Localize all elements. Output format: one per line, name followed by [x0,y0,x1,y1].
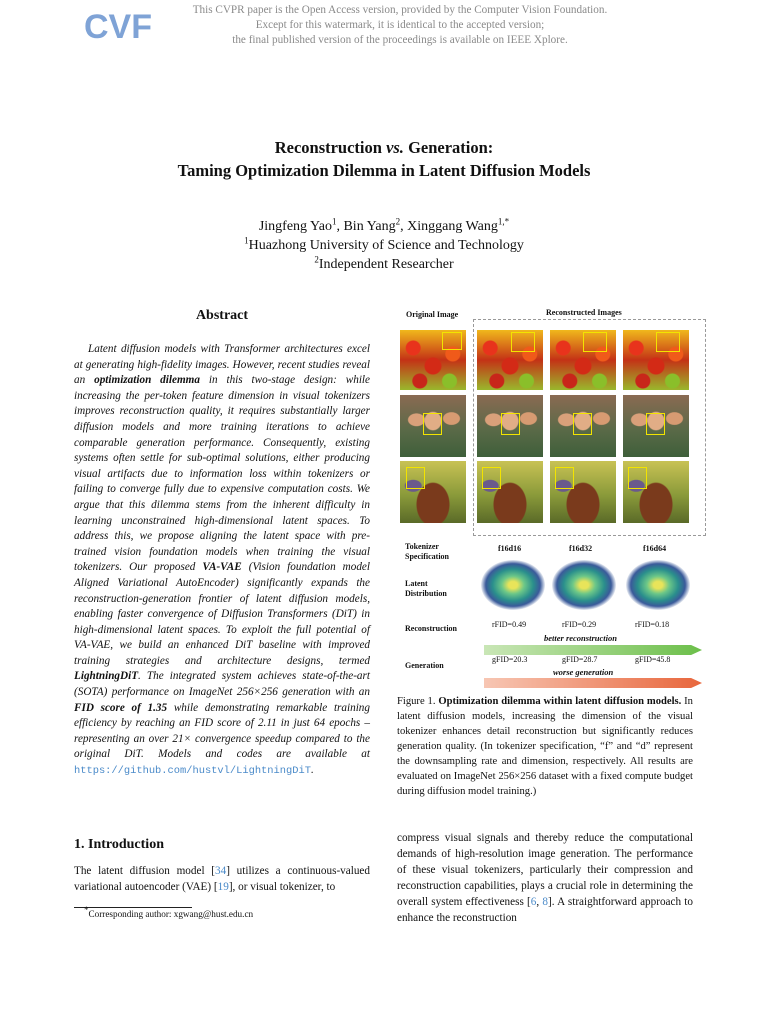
col2-sep: , [536,896,543,908]
abstract-b2: VA-VAE [202,561,242,574]
aff1-text: Huazhong University of Science and Technology [248,238,524,253]
row-label-reconstruction: Reconstruction [405,624,457,633]
intro-paragraph [74,863,370,895]
citation-link[interactable]: 6 [530,896,537,908]
cvf-logo [84,6,152,46]
intro-t3: ], or visual tokenizer, to [228,881,336,893]
author-3: Xinggang Wang [407,219,498,234]
figure-caption [397,694,693,799]
title-line-1 [0,136,768,159]
better-reconstruction-label: better reconstruction [544,633,617,643]
authors-block [0,217,768,274]
row-label-latent: Latent Distribution [405,579,447,598]
footnote-mark: * [84,904,89,915]
highlight-box [501,413,520,435]
abstract-b4: FID score of 1.35 [74,701,168,714]
rfid-value: rFID=0.49 [492,620,527,629]
citation-link[interactable]: 19 [217,881,229,893]
abstract-p2: in this two-stage design: while increasing the per-token feature dimension in visual tokenizers improves reconstruction quality, it requires substantially larger diffusion models and more training iterations to achieve comparable generation performance. Consequently, existing systems often settle for sub-optimal solutions, either producing visual artifacts due to information loss within tokenizers or failing to converge fully due to expensive computation costs. We argue that this dilemma stems from the inherent difficulty in learning unconstrained high-dimensional latent spaces. To address this, we propose aligning the latent space with pre-trained vision foundation models when training the visual tokenizers. Our proposed [74,374,371,574]
code-link[interactable]: https://github.com/hustvl/LightningDiT [74,765,311,778]
worse-generation-arrow [484,678,702,688]
tokenizer-name: f16d32 [569,544,593,553]
abstract-b1: optimization dilemma [94,374,200,387]
caption-label: Figure 1. [397,696,439,707]
abstract-p5: while demonstrating remarkable training efficiency by reaching an FID score of 2.11 in just 64 epochs – representing an over 21× convergence speedup compared to the original DiT. Models and codes are available at [74,701,370,761]
latent-distribution-plot [552,560,616,610]
abstract-text [74,342,370,780]
worse-generation-label: worse generation [553,667,614,677]
footnote-text: Corresponding author: xgwang@hust.edu.cn [88,909,254,919]
footnote [84,904,254,919]
author-1-mark: 1 [331,216,337,227]
abstract-heading: Abstract [195,308,249,323]
latent-distribution-plot [626,560,690,610]
cvf-logo-text: CVF [84,8,152,46]
abstract-p1: Latent diffusion models with Transformer architectures excel at generating high-fidelity images. However, recent studies reveal an [74,343,370,387]
citation-link[interactable]: 34 [215,865,227,877]
gfid-value: gFID=28.7 [562,655,598,664]
abstract-p3: (Vision foundation model Aligned Variational AutoEncoder) significantly expands the reconstruction-generation frontier of latent diffusion models, enabling faster convergence of Diffusion Transformers (DiT) in high-dimensional latent spaces. To exploit the full potential of VA-VAE, we build an enhanced DiT baseline with improved training strategies and architecture designs, termed [74,561,370,667]
affiliation-1 [0,236,768,255]
author-3-mark: 1,* [497,216,510,227]
gfid-value: gFID=45.8 [635,655,671,664]
title-vs: vs. [386,138,404,157]
latent-distribution-plot [481,560,545,610]
highlight-box [482,467,501,489]
better-reconstruction-arrow [484,645,702,655]
author-2: Bin Yang [343,219,396,234]
abstract-p6: . [310,764,314,777]
highlight-box [573,413,592,435]
paper-title [0,136,768,182]
highlight-box [646,413,665,435]
author-1: Jingfeng Yao [258,219,332,234]
title-line-2: Taming Optimization Dilemma in Latent Diffusion Models [177,161,591,180]
col2-t2: ]. A straightforward approach to enhance the reconstruction [397,896,694,924]
author-names: Jingfeng Yao$^1$, Bin Yang$^2$, Xinggang Wang$^{1,*}$ [258,216,510,234]
caption-text: In latent diffusion models, increasing the dimension of the visual tokenizer enhances detail reconstruction but significantly reduces generation quality. (In tokenizer specification, “f” and “d” represent the downsampling rate and dimension, respectively. All results are evaluated on ImageNet 256×256 dataset with a fixed compute budget during diffusion model training.) [397,696,693,797]
aff2-text: Independent Researcher [318,257,454,272]
highlight-box [555,467,574,489]
highlight-box [656,332,680,352]
caption-bold: Optimization dilemma within latent diffusion models. [438,696,682,707]
highlight-box [442,332,462,350]
title-part-a: Reconstruction [274,138,387,157]
watermark-line-3: the final published version of the proceedings is available on IEEE Xplore. [232,34,568,46]
fig-original-label: Original Image [406,310,459,319]
footnote-rule [74,907,192,908]
citation-link[interactable]: 8 [542,896,549,908]
col2-t1: compress visual signals and thereby reduce the computational demands of high-resolution image generation. The performance of these visual tokenizers, particularly their compression and reconstruction capabilities, plays a crucial role in determining the overall system effectiveness [ [397,832,693,908]
highlight-box [423,413,442,435]
gfid-value: gFID=20.3 [492,655,528,664]
aff2-mark: 2 [314,254,319,265]
title-part-b: Generation: [403,138,494,157]
row-label-tokenizer: Tokenizer Specification [405,542,449,561]
highlight-box [406,467,425,489]
rfid-value: rFID=0.18 [635,620,670,629]
intro-t1: The latent diffusion model [ [74,865,215,877]
intro-t2: ] utilizes a continuous-valued variational autoencoder (VAE) [ [74,865,370,893]
highlight-box [583,332,607,352]
tokenizer-name: f16d64 [643,544,667,553]
section-heading-introduction: 1. Introduction [74,837,164,852]
affiliation-2 [0,255,768,274]
watermark-line-1: This CVPR paper is the Open Access version, provided by the Computer Vision Foundation. [192,4,608,16]
author-2-mark: 2 [395,216,401,227]
watermark-line-2: Except for this watermark, it is identical to the accepted version; [255,19,545,31]
abstract-b3: LightningDiT [74,670,139,683]
highlight-box [511,332,535,352]
aff1-mark: 1 [244,235,249,246]
watermark [150,3,650,48]
row-label-generation: Generation [405,661,444,670]
tokenizer-name: f16d16 [498,544,522,553]
rfid-value: rFID=0.29 [562,620,597,629]
fig-reconstructed-label: Reconstructed Images [546,308,622,317]
right-column-paragraph [397,830,693,926]
highlight-box [628,467,647,489]
abstract-p4: . The integrated system achieves state-of-the-art (SOTA) performance on ImageNet 256×256 generation with an [74,670,370,699]
